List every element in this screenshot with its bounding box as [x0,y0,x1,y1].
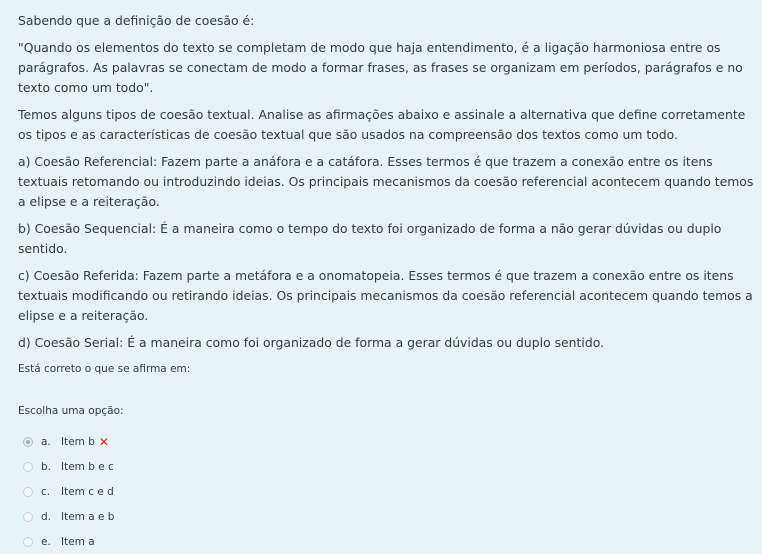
option-text: Item a e b [61,510,115,523]
option-a[interactable] [18,429,762,454]
answer-options [18,429,762,554]
option-letter: e. [41,535,51,548]
option-d[interactable] [18,504,762,529]
option-text: Item b e c [61,460,114,473]
statement-a: a) Coesão Referencial: Fazem parte a anáfora e a catáfora. Esses termos é que trazem a conexão entre os itens textuais retomando ou introduzindo ideias. Os principais mecanismos da coesão referencial acontecem quando temos a elipse e a reiteração. [18,154,754,209]
x-mark-icon: ✕ [98,434,109,449]
question-text [18,0,762,353]
option-text: Item c e d [61,485,114,498]
radio-button-icon[interactable] [23,512,33,522]
option-letter: d. [41,510,52,523]
statement-c: c) Coesão Referida: Fazem parte a metáfora e a onomatopeia. Esses termos é que trazem a conexão entre os itens textuais modificando ou retirando ideias. Os principais mecanismos da coesão referencial acontecem quando temos a elipse e a reiteração. [18,268,753,323]
question-prompt: Temos alguns tipos de coesão textual. Analise as afirmações abaixo e assinale a alternativa que define corretamente os tipos e as características de coesão textual que são usados na compreensão dos textos como um todo. [18,107,746,142]
option-c[interactable] [18,479,762,504]
option-text: Item a [61,535,95,548]
question-quote: "Quando os elementos do texto se completam de modo que haja entendimento, é a ligação harmoniosa entre os parágrafos. As palavras se conectam de modo a formar frases, as frases se organizam em períodos, parágrafos e no texto como um todo". [18,40,743,95]
option-letter: c. [41,485,51,498]
option-letter: b. [41,460,52,473]
option-text: Item b [61,435,95,448]
option-letter: a. [41,435,51,448]
radio-button-icon[interactable] [23,437,33,447]
radio-button-icon[interactable] [23,462,33,472]
correct-prompt: Está correto o que se afirma em: [18,363,191,375]
question-intro: Sabendo que a definição de coesão é: [18,13,255,28]
option-b[interactable] [18,454,762,479]
statement-b: b) Coesão Sequencial: É a maneira como o tempo do texto foi organizado de forma a não gerar dúvidas ou duplo sentido. [18,221,722,256]
choose-label: Escolha uma opção: [18,405,124,417]
radio-button-icon[interactable] [23,487,33,497]
statement-d: d) Coesão Serial: É a maneira como foi organizado de forma a gerar dúvidas ou duplo sentido. [18,335,604,350]
